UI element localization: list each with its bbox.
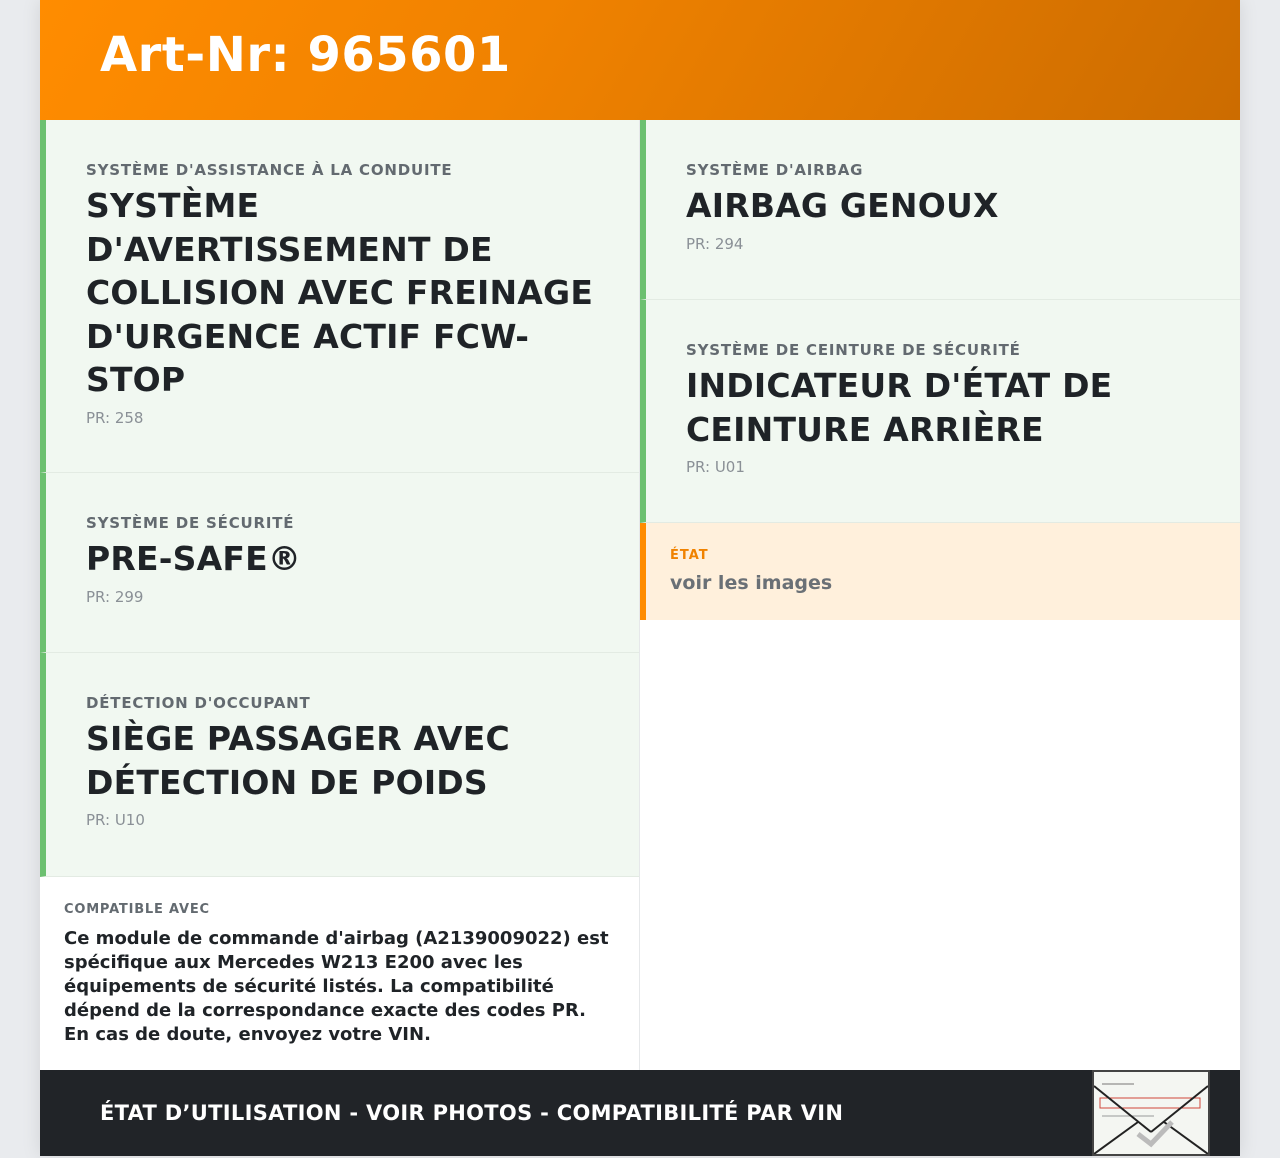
feature-title: SYSTÈME D'AVERTISSEMENT DE COLLISION AVEC FREINAGE D'URGENCE ACTIF FCW-STOP [86,186,594,399]
feature-pr-code: PR: U10 [86,811,145,829]
left-column [40,120,640,1070]
feature-pr-code: PR: 294 [686,234,744,253]
compatibility-label: COMPATIBLE AVEC [64,902,210,917]
feature-category: SYSTÈME D'ASSISTANCE À LA CONDUITE [86,161,453,179]
compatibility-section [40,877,639,1047]
feature-title: INDICATEUR D'ÉTAT DE CEINTURE ARRIÈRE [686,366,1113,449]
feature-card-passenger-seat [40,653,639,877]
feature-category: SYSTÈME D'AIRBAG [686,161,864,179]
feature-category: DÉTECTION D'OCCUPANT [86,694,311,712]
footer-text: ÉTAT D’UTILISATION - VOIR PHOTOS - COMPATIBILITÉ PAR VIN [100,1101,844,1125]
condition-box [640,523,1240,620]
feature-title: PRE-SAFE® [86,539,302,578]
condition-value: voir les images [670,572,833,594]
feature-pr-code: PR: 299 [86,587,144,606]
header-banner [40,0,1240,120]
article-number-title: Art-Nr: 965601 [100,27,511,83]
feature-pr-code: PR: U01 [686,458,745,476]
feature-card-pre-safe [40,473,639,653]
compatibility-text: Ce module de commande d'airbag (A2139009022) est spécifique aux Mercedes W213 E200 avec les équipements de sécurité listés. La compatibilité dépend de la correspondance exacte des codes PR. En cas de doute, envoyez votre VIN. [64,928,609,1045]
feature-title: SIÈGE PASSAGER AVEC DÉTECTION DE POIDS [86,719,510,802]
product-page [40,0,1240,1156]
feature-title: AIRBAG GENOUX [686,186,999,225]
label-photo-icon[interactable] [1092,1070,1210,1156]
feature-card-knee-airbag [640,120,1240,300]
feature-category: SYSTÈME DE CEINTURE DE SÉCURITÉ [686,341,1021,359]
feature-pr-code: PR: 258 [86,408,144,427]
footer-bar [40,1070,1240,1156]
feature-category: SYSTÈME DE SÉCURITÉ [86,514,295,532]
condition-label: ÉTAT [670,548,709,563]
label-photo-drawing [1094,1072,1208,1154]
right-column [640,120,1240,1070]
feature-card-rear-belt-indicator [640,300,1240,523]
feature-card-fcw-stop [40,120,639,473]
